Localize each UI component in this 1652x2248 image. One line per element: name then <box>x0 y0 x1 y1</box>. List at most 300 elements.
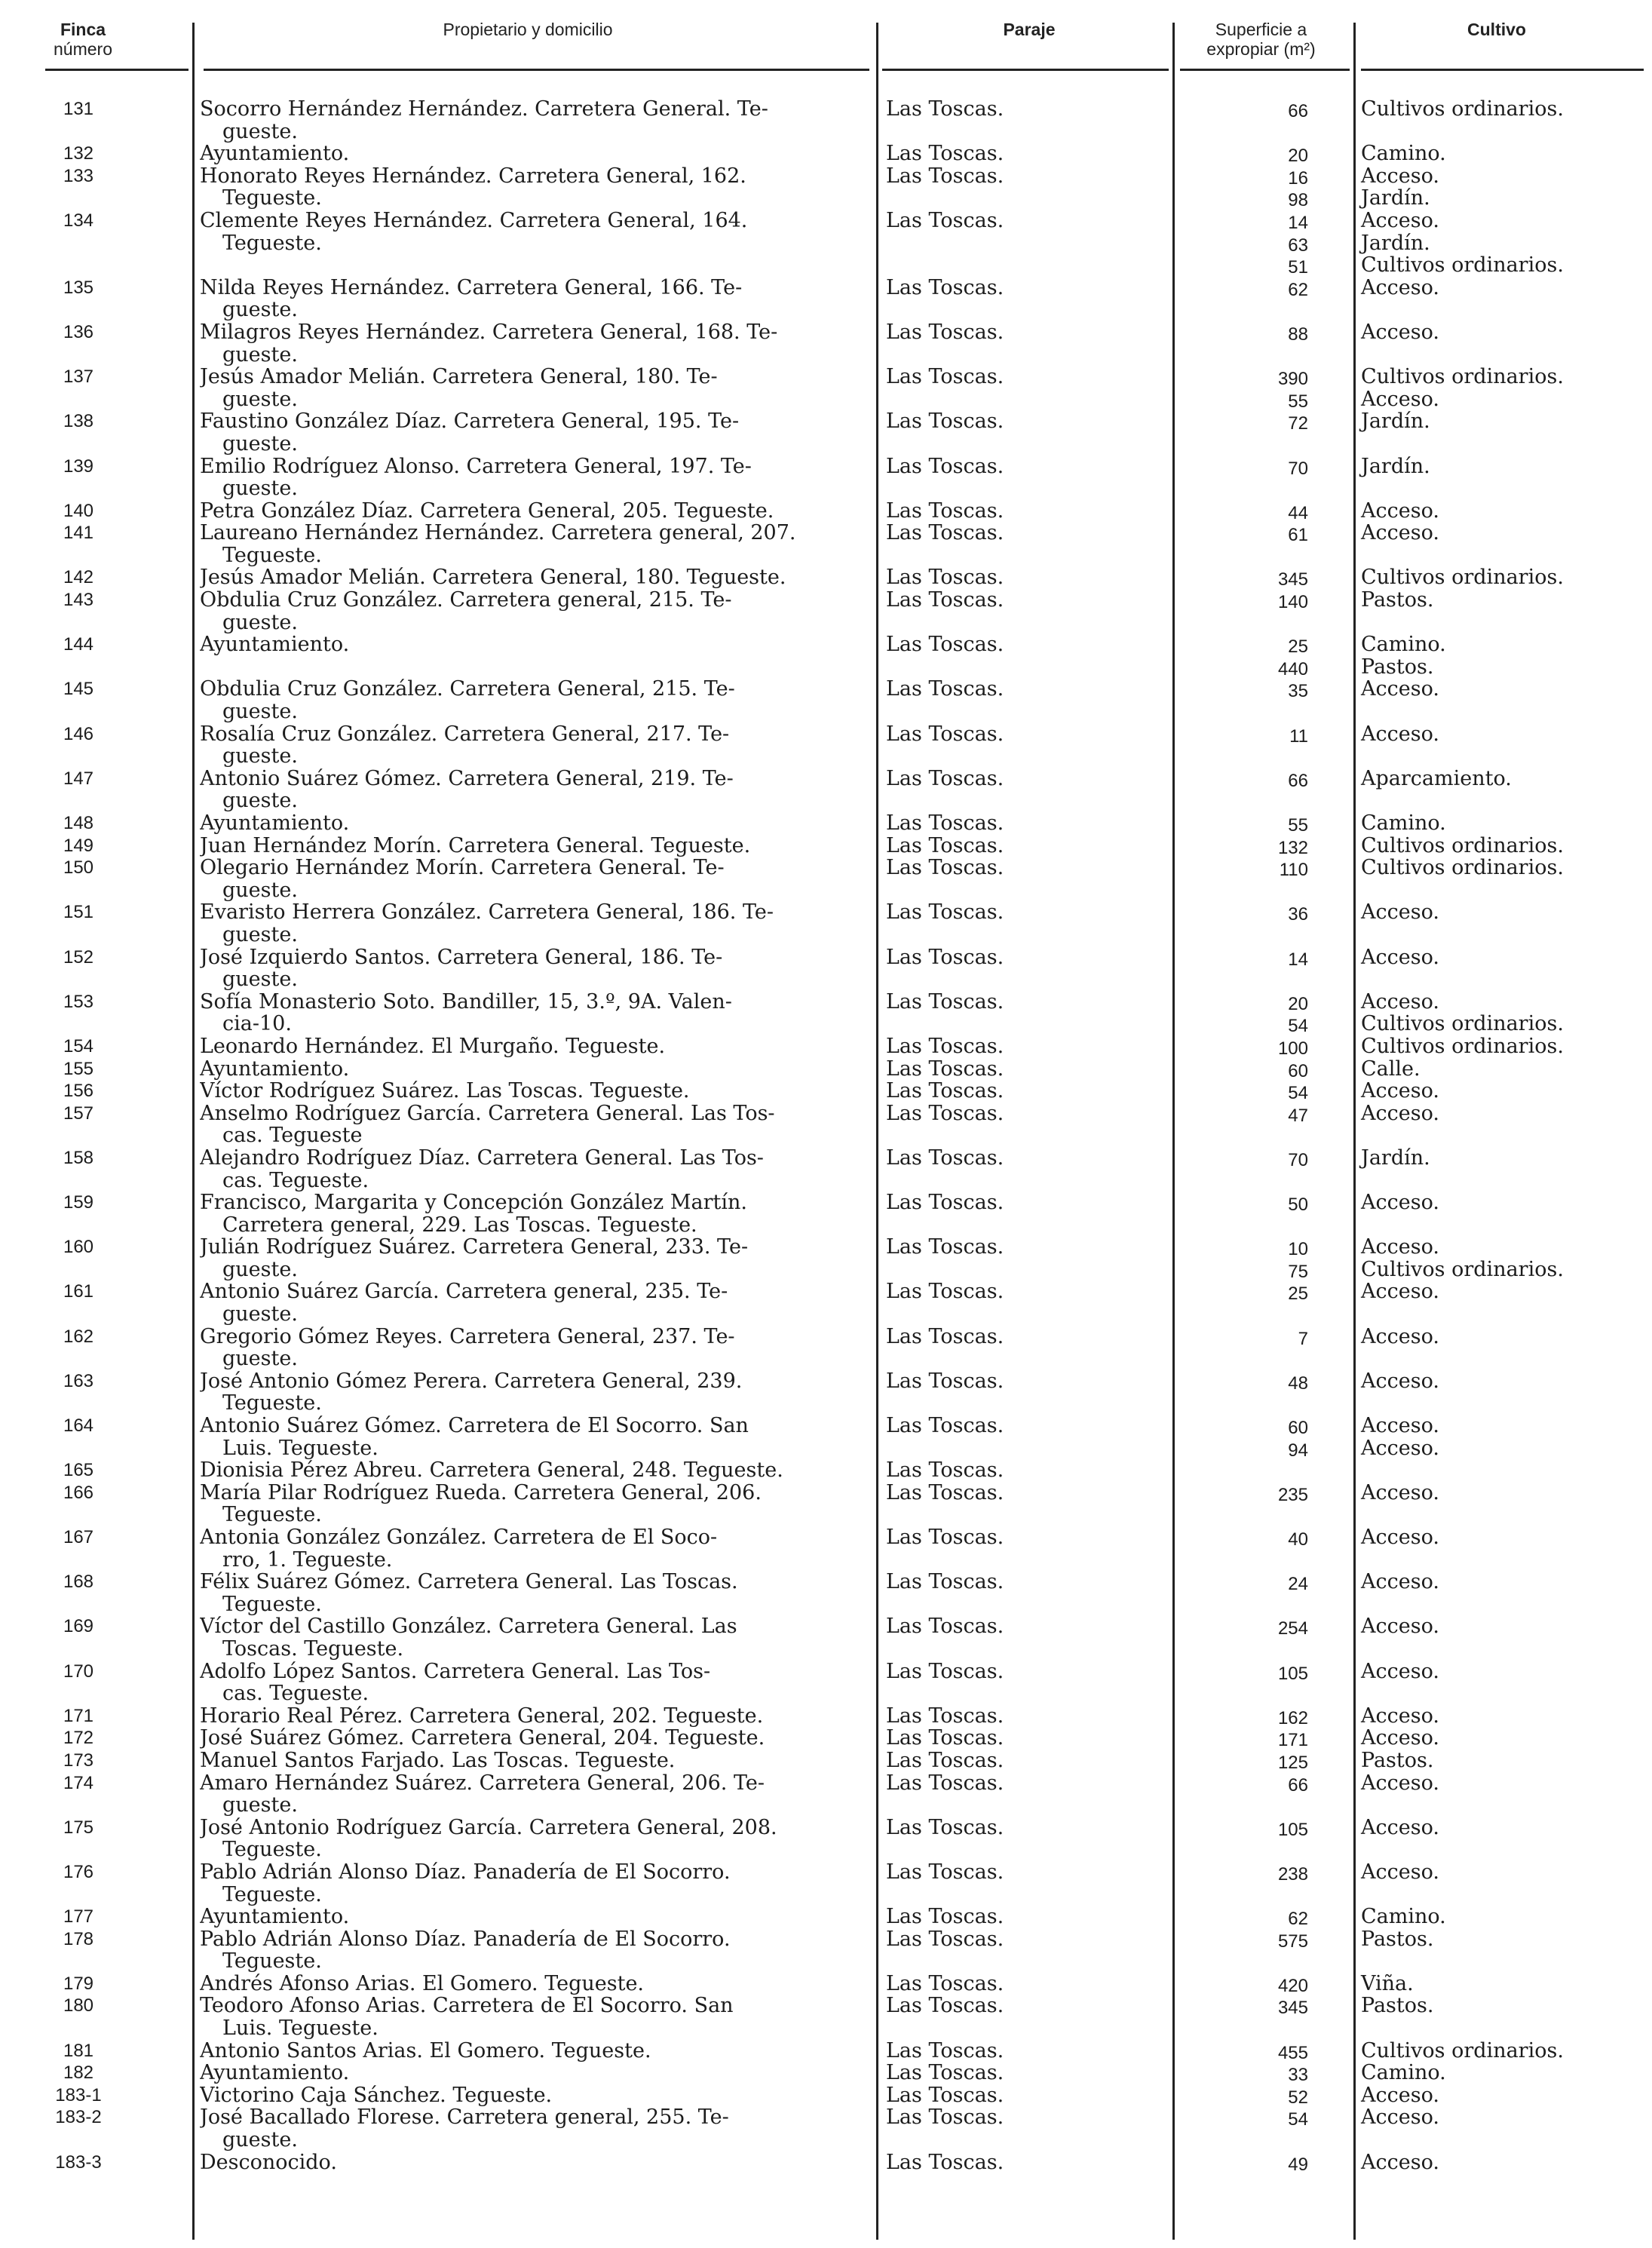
owner-address <box>200 566 863 589</box>
cultivo-value: Camino. <box>1361 142 1446 166</box>
paraje: Las Toscas. <box>886 633 1004 657</box>
table-row <box>0 723 1652 768</box>
cultivo-value: Cultivos ordinarios. <box>1361 2038 1564 2062</box>
area-value: 98 <box>1288 190 1308 211</box>
owner-line: Andrés Afonso Arias. El Gomero. Tegueste. <box>200 1972 645 1995</box>
area-value: 94 <box>1288 1440 1308 1461</box>
header-finca-line2: número <box>54 39 112 59</box>
table-row <box>0 1147 1652 1191</box>
cultivo-value: Acceso. <box>1361 1659 1439 1683</box>
cultivo-value: Acceso. <box>1361 1480 1439 1504</box>
area-m2 <box>1176 98 1308 123</box>
cultivo-value: Pastos. <box>1361 1748 1434 1772</box>
owner-address <box>200 991 863 1035</box>
area-value: 140 <box>1277 592 1308 613</box>
cultivo <box>1361 589 1640 612</box>
area-value: 49 <box>1288 2154 1308 2175</box>
area-m2 <box>1176 366 1308 412</box>
area-m2 <box>1176 723 1308 748</box>
area-value: 105 <box>1277 1663 1308 1684</box>
area-value: 20 <box>1288 993 1308 1014</box>
finca-number: 171 <box>63 1705 94 1726</box>
area-m2 <box>1176 857 1308 882</box>
owner-line: Horario Real Pérez. Carretera General, 202. Tegueste. <box>200 1704 764 1728</box>
owner-line: Toscas. Tegueste. <box>222 1637 404 1661</box>
owner-line: Alejandro Rodríguez Díaz. Carretera General. Las Tos- <box>200 1146 764 1170</box>
cultivo <box>1361 2062 1640 2084</box>
area-m2 <box>1176 1459 1308 1461</box>
cultivo-value: Acceso. <box>1361 2105 1439 2130</box>
owner-line: Antonio Suárez García. Carretera general, 235. Te- <box>200 1280 728 1304</box>
paraje: Las Toscas. <box>886 2150 1004 2174</box>
paraje: Las Toscas. <box>886 900 1004 925</box>
paraje: Las Toscas. <box>886 1994 1004 2018</box>
cultivo <box>1361 2084 1640 2107</box>
cultivo-value: Cultivos ordinarios. <box>1361 97 1564 121</box>
paraje: Las Toscas. <box>886 989 1004 1014</box>
area-m2 <box>1176 1103 1308 1127</box>
owner-address <box>200 1817 863 1861</box>
cultivo-value: Acceso. <box>1361 1191 1439 1215</box>
owner-address <box>200 1727 863 1750</box>
paraje: Las Toscas. <box>886 1324 1004 1348</box>
area-m2 <box>1176 1727 1308 1752</box>
finca-number: 146 <box>63 723 94 744</box>
table-row <box>0 1973 1652 1995</box>
paraje: Las Toscas. <box>886 1369 1004 1393</box>
cultivo <box>1361 1058 1640 1081</box>
table-row <box>0 566 1652 589</box>
area-value: 40 <box>1288 1529 1308 1550</box>
finca-number: 183-3 <box>55 2151 102 2173</box>
paraje: Las Toscas. <box>886 1145 1004 1170</box>
owner-line: gueste. <box>222 790 298 813</box>
owner-line: Ayuntamiento. <box>200 1057 350 1081</box>
paraje: Las Toscas. <box>886 722 1004 746</box>
table-row <box>0 143 1652 165</box>
finca-number: 140 <box>63 500 94 521</box>
area-m2 <box>1176 1080 1308 1105</box>
area-value: 72 <box>1288 413 1308 434</box>
owner-line: Tegueste. <box>222 1504 322 1527</box>
owner-line: cas. Tegueste. <box>222 1169 369 1192</box>
owner-line: Pablo Adrián Alonso Díaz. Panadería de El Socorro. <box>200 1860 731 1884</box>
table-row <box>0 1103 1652 1147</box>
owner-line: Clemente Reyes Hernández. Carretera General, 164. <box>200 209 748 232</box>
owner-line: Evaristo Herrera González. Carretera General, 186. Te- <box>200 901 774 924</box>
cultivo <box>1361 98 1640 121</box>
finca-number: 173 <box>63 1750 94 1771</box>
header-rule <box>1361 69 1644 71</box>
paraje: Las Toscas. <box>886 677 1004 701</box>
cultivo <box>1361 566 1640 589</box>
cultivo <box>1361 1526 1640 1549</box>
area-m2 <box>1176 1058 1308 1083</box>
paraje: Las Toscas. <box>886 2083 1004 2107</box>
finca-number: 180 <box>63 1995 94 2016</box>
owner-address <box>200 812 863 835</box>
cultivo <box>1361 455 1640 478</box>
owner-line: Amaro Hernández Suárez. Carretera General, 206. Te- <box>200 1771 765 1795</box>
area-value: 10 <box>1288 1239 1308 1260</box>
cultivo-value: Acceso. <box>1361 1815 1439 1839</box>
area-value: 14 <box>1288 949 1308 970</box>
cultivo-value: Acceso. <box>1361 722 1439 746</box>
owner-line: José Antonio Rodríguez García. Carretera General, 208. <box>200 1816 777 1839</box>
owner-line: Victorino Caja Sánchez. Tegueste. <box>200 2084 553 2107</box>
cultivo-value: Acceso. <box>1361 1615 1439 1639</box>
finca-number: 167 <box>63 1527 94 1548</box>
cultivo-value: Acceso. <box>1361 1324 1439 1348</box>
owner-line: Socorro Hernández Hernández. Carretera General. Te- <box>200 98 768 121</box>
owner-address <box>200 678 863 722</box>
cultivo-value: Acceso. <box>1361 275 1439 299</box>
area-value: 36 <box>1288 904 1308 925</box>
owner-line: Jesús Amador Melián. Carretera General, 180. Te- <box>200 366 718 388</box>
cultivo-value: Acceso. <box>1361 1101 1439 1125</box>
owner-line: Ayuntamiento. <box>200 2062 350 2084</box>
area-m2 <box>1176 946 1308 971</box>
owner-line: Rosalía Cruz González. Carretera General, 217. Te- <box>200 722 730 746</box>
owner-line: Víctor Rodríguez Suárez. Las Toscas. Tegueste. <box>200 1080 690 1103</box>
paraje: Las Toscas. <box>886 1748 1004 1772</box>
owner-line: Jesús Amador Melián. Carretera General, 180. Tegueste. <box>200 566 786 590</box>
owner-line: gueste. <box>222 701 298 723</box>
area-value: 345 <box>1277 569 1308 590</box>
area-value: 575 <box>1277 1931 1308 1952</box>
owner-line: Ayuntamiento. <box>200 812 350 835</box>
finca-number: 151 <box>63 902 94 923</box>
owner-line: María Pilar Rodríguez Rueda. Carretera General, 206. <box>200 1481 762 1504</box>
cultivo-value: Cultivos ordinarios. <box>1361 856 1564 880</box>
finca-number: 181 <box>63 2040 94 2061</box>
cultivo <box>1361 1615 1640 1638</box>
cultivo-value: Acceso. <box>1361 1570 1439 1594</box>
finca-number: 174 <box>63 1772 94 1793</box>
area-value: 440 <box>1277 658 1308 679</box>
paraje: Las Toscas. <box>886 1458 1004 1483</box>
cultivo-value: Acceso. <box>1361 387 1439 411</box>
owner-line: gueste. <box>222 1303 298 1326</box>
area-m2 <box>1176 633 1308 680</box>
owner-line: Ayuntamiento. <box>200 1906 350 1928</box>
owner-address <box>200 500 863 523</box>
paraje: Las Toscas. <box>886 275 1004 299</box>
area-m2 <box>1176 678 1308 703</box>
cultivo-value: Aparcamiento. <box>1361 766 1512 790</box>
owner-address <box>200 901 863 946</box>
area-value: 54 <box>1288 2109 1308 2130</box>
cultivo <box>1361 522 1640 544</box>
table-row <box>0 901 1652 946</box>
finca-number: 155 <box>63 1058 94 1079</box>
area-m2 <box>1176 2062 1308 2087</box>
cultivo-value: Pastos. <box>1361 1927 1434 1951</box>
cultivo-value: Acceso. <box>1361 320 1439 344</box>
owner-line: Víctor del Castillo González. Carretera General. Las <box>200 1615 737 1638</box>
cultivo-value: Pastos. <box>1361 655 1434 679</box>
paraje: Las Toscas. <box>886 1480 1004 1504</box>
owner-address <box>200 768 863 812</box>
table-row <box>0 522 1652 566</box>
cultivo-value: Acceso. <box>1361 1414 1439 1438</box>
area-m2 <box>1176 210 1308 279</box>
owner-line: Tegueste. <box>222 187 322 210</box>
table-row <box>0 1035 1652 1058</box>
owner-address <box>200 1571 863 1615</box>
paraje: Las Toscas. <box>886 1101 1004 1125</box>
paraje: Las Toscas. <box>886 566 1004 590</box>
paraje: Las Toscas. <box>886 1815 1004 1839</box>
owner-line: gueste. <box>222 1348 298 1370</box>
paraje: Las Toscas. <box>886 320 1004 344</box>
cultivo <box>1361 991 1640 1035</box>
cultivo <box>1361 1772 1640 1795</box>
owner-line: cas. Tegueste <box>222 1124 363 1147</box>
area-m2 <box>1176 522 1308 547</box>
cultivo-value: Cultivos ordinarios. <box>1361 1034 1564 1058</box>
table-row <box>0 1482 1652 1526</box>
finca-number: 142 <box>63 567 94 588</box>
table-row <box>0 1995 1652 2039</box>
cultivo-value: Jardín. <box>1361 454 1430 478</box>
cultivo <box>1361 835 1640 857</box>
owner-address <box>200 98 863 143</box>
owner-line: Sofía Monasterio Soto. Bandiller, 15, 3.º, 9A. Valen- <box>200 990 732 1014</box>
owner-line: gueste. <box>222 879 298 902</box>
finca-number: 154 <box>63 1035 94 1057</box>
table-row <box>0 455 1652 500</box>
cultivo-value: Cultivos ordinarios. <box>1361 566 1564 590</box>
paraje: Las Toscas. <box>886 1570 1004 1594</box>
finca-number: 145 <box>63 679 94 700</box>
table-row <box>0 678 1652 722</box>
area-m2 <box>1176 1370 1308 1395</box>
area-m2 <box>1176 455 1308 480</box>
finca-number: 160 <box>63 1237 94 1258</box>
paraje: Las Toscas. <box>886 945 1004 969</box>
area-m2 <box>1176 1906 1308 1931</box>
owner-address <box>200 143 863 165</box>
area-m2 <box>1176 901 1308 926</box>
cultivo-value: Pastos. <box>1361 1994 1434 2018</box>
finca-number: 143 <box>63 590 94 611</box>
owner-line: gueste. <box>222 388 298 411</box>
owner-line: Desconocido. <box>200 2151 337 2174</box>
table-row <box>0 1615 1652 1660</box>
table-row <box>0 321 1652 366</box>
owner-line: Antonio Suárez Gómez. Carretera General, 219. Te- <box>200 767 734 790</box>
area-m2 <box>1176 1236 1308 1283</box>
cultivo <box>1361 1727 1640 1750</box>
area-value: 455 <box>1277 2042 1308 2063</box>
paraje: Las Toscas. <box>886 1905 1004 1929</box>
cultivo <box>1361 321 1640 344</box>
paraje: Las Toscas. <box>886 498 1004 523</box>
owner-address <box>200 2151 863 2174</box>
area-value: 88 <box>1288 324 1308 345</box>
owner-line: Milagros Reyes Hernández. Carretera General, 168. Te- <box>200 320 778 344</box>
finca-number: 158 <box>63 1147 94 1168</box>
area-value: 11 <box>1289 725 1308 747</box>
owner-line: gueste. <box>222 432 298 455</box>
table-row <box>0 633 1652 678</box>
owner-line: Ayuntamiento. <box>200 143 350 165</box>
owner-address <box>200 1058 863 1081</box>
cultivo-value: Acceso. <box>1361 989 1439 1014</box>
cultivo <box>1361 1928 1640 1951</box>
owner-line: gueste. <box>222 1794 298 1817</box>
table-row <box>0 589 1652 633</box>
owner-address <box>200 1370 863 1415</box>
area-value: 55 <box>1288 391 1308 412</box>
cultivo-value: Acceso. <box>1361 208 1439 232</box>
cultivo <box>1361 1370 1640 1393</box>
header-cultivo: Cultivo <box>1467 20 1526 39</box>
paraje: Las Toscas. <box>886 1034 1004 1058</box>
area-value: 24 <box>1288 1574 1308 1595</box>
cultivo <box>1361 1661 1640 1683</box>
area-m2 <box>1176 1571 1308 1596</box>
owner-line: gueste. <box>222 477 298 500</box>
area-m2 <box>1176 410 1308 435</box>
cultivo-value: Pastos. <box>1361 588 1434 612</box>
finca-number: 135 <box>63 277 94 298</box>
area-value: 132 <box>1277 837 1308 858</box>
area-value: 235 <box>1277 1484 1308 1505</box>
owner-line: Carretera general, 229. Las Toscas. Tegueste. <box>222 1213 697 1237</box>
finca-number: 156 <box>63 1081 94 1102</box>
owner-address <box>200 857 863 901</box>
paraje: Las Toscas. <box>886 2061 1004 2085</box>
cultivo <box>1361 1080 1640 1103</box>
paraje: Las Toscas. <box>886 454 1004 478</box>
paraje: Las Toscas. <box>886 1927 1004 1951</box>
cultivo-value: Acceso. <box>1361 164 1439 188</box>
cultivo-value: Camino. <box>1361 2061 1446 2085</box>
paraje: Las Toscas. <box>886 409 1004 434</box>
finca-number: 183-1 <box>55 2084 102 2105</box>
area-m2 <box>1176 321 1308 346</box>
header-rule <box>1180 69 1350 71</box>
header-paraje: Paraje <box>1003 20 1056 39</box>
area-m2 <box>1176 143 1308 167</box>
table-row <box>0 366 1652 410</box>
area-m2 <box>1176 566 1308 591</box>
area-value: 66 <box>1288 770 1308 791</box>
cultivo <box>1361 500 1640 523</box>
finca-number: 166 <box>63 1482 94 1503</box>
table-row <box>0 1058 1652 1081</box>
owner-address <box>200 522 863 566</box>
cultivo <box>1361 410 1640 433</box>
cultivo-value: Cultivos ordinarios. <box>1361 1257 1564 1281</box>
finca-number: 178 <box>63 1928 94 1949</box>
table-row <box>0 1750 1652 1772</box>
finca-number: 152 <box>63 946 94 968</box>
area-value: 162 <box>1277 1707 1308 1728</box>
cultivo-value: Acceso. <box>1361 1280 1439 1304</box>
area-value: 47 <box>1288 1105 1308 1126</box>
owner-line: Tegueste. <box>222 1883 322 1906</box>
area-value: 420 <box>1277 1975 1308 1996</box>
owner-address <box>200 1995 863 2039</box>
table-row <box>0 210 1652 277</box>
owner-address <box>200 1326 863 1370</box>
cultivo-value: Jardín. <box>1361 1145 1430 1170</box>
area-value: 54 <box>1288 1016 1308 1037</box>
paraje: Las Toscas. <box>886 1726 1004 1750</box>
area-value: 70 <box>1288 1149 1308 1170</box>
owner-line: Tegueste. <box>222 232 322 255</box>
owner-address <box>200 2106 863 2151</box>
owner-line: Manuel Santos Farjado. Las Toscas. Tegueste. <box>200 1749 676 1772</box>
owner-line: Antonio Santos Arias. El Gomero. Tegueste. <box>200 2039 651 2062</box>
owner-line: gueste. <box>222 745 298 768</box>
cultivo-value: Camino. <box>1361 811 1446 836</box>
owner-line: Julián Rodríguez Suárez. Carretera General, 233. Te- <box>200 1236 749 1259</box>
paraje: Las Toscas. <box>886 1057 1004 1081</box>
cultivo-value: Acceso. <box>1361 2150 1439 2174</box>
area-m2 <box>1176 589 1308 614</box>
owner-address <box>200 1906 863 1928</box>
area-value: 16 <box>1288 167 1308 189</box>
cultivo-value: Cultivos ordinarios. <box>1361 365 1564 389</box>
table-row <box>0 1080 1652 1103</box>
paraje: Las Toscas. <box>886 142 1004 166</box>
finca-number: 141 <box>63 523 94 544</box>
cultivo <box>1361 2040 1640 2062</box>
owner-address <box>200 277 863 321</box>
owner-line: cia-10. <box>222 1013 292 1035</box>
owner-line: Nilda Reyes Hernández. Carretera General, 166. Te- <box>200 276 743 299</box>
owner-line: Antonio Suárez Gómez. Carretera de El Socorro. San <box>200 1415 749 1437</box>
owner-address <box>200 1191 863 1236</box>
cultivo-value: Acceso. <box>1361 498 1439 523</box>
finca-number: 157 <box>63 1103 94 1124</box>
cultivo-value: Acceso. <box>1361 945 1439 969</box>
owner-address <box>200 1459 863 1482</box>
owner-line: gueste. <box>222 1258 298 1281</box>
owner-line: gueste. <box>222 611 298 634</box>
table-row <box>0 1415 1652 1459</box>
owner-address <box>200 1103 863 1147</box>
paraje: Las Toscas. <box>886 1704 1004 1728</box>
area-value: 62 <box>1288 1909 1308 1930</box>
finca-number: 133 <box>63 165 94 186</box>
area-value: 60 <box>1288 1418 1308 1439</box>
owner-address <box>200 723 863 768</box>
cultivo <box>1361 1236 1640 1280</box>
owner-line: Tegueste. <box>222 1392 322 1415</box>
cultivo <box>1361 1482 1640 1504</box>
table-row <box>0 812 1652 835</box>
finca-number: 136 <box>63 321 94 342</box>
header-rule <box>45 69 188 71</box>
cultivo <box>1361 210 1640 277</box>
finca-number: 153 <box>63 991 94 1012</box>
area-value: 254 <box>1277 1618 1308 1639</box>
table-row <box>0 1459 1652 1482</box>
finca-number: 131 <box>63 99 94 119</box>
area-value: 345 <box>1277 1998 1308 2019</box>
owner-line: Tegueste. <box>222 1839 322 1861</box>
table-row <box>0 1526 1652 1571</box>
paraje: Las Toscas. <box>886 1971 1004 1995</box>
finca-number: 175 <box>63 1817 94 1838</box>
area-m2 <box>1176 2040 1308 2065</box>
cultivo <box>1361 857 1640 879</box>
